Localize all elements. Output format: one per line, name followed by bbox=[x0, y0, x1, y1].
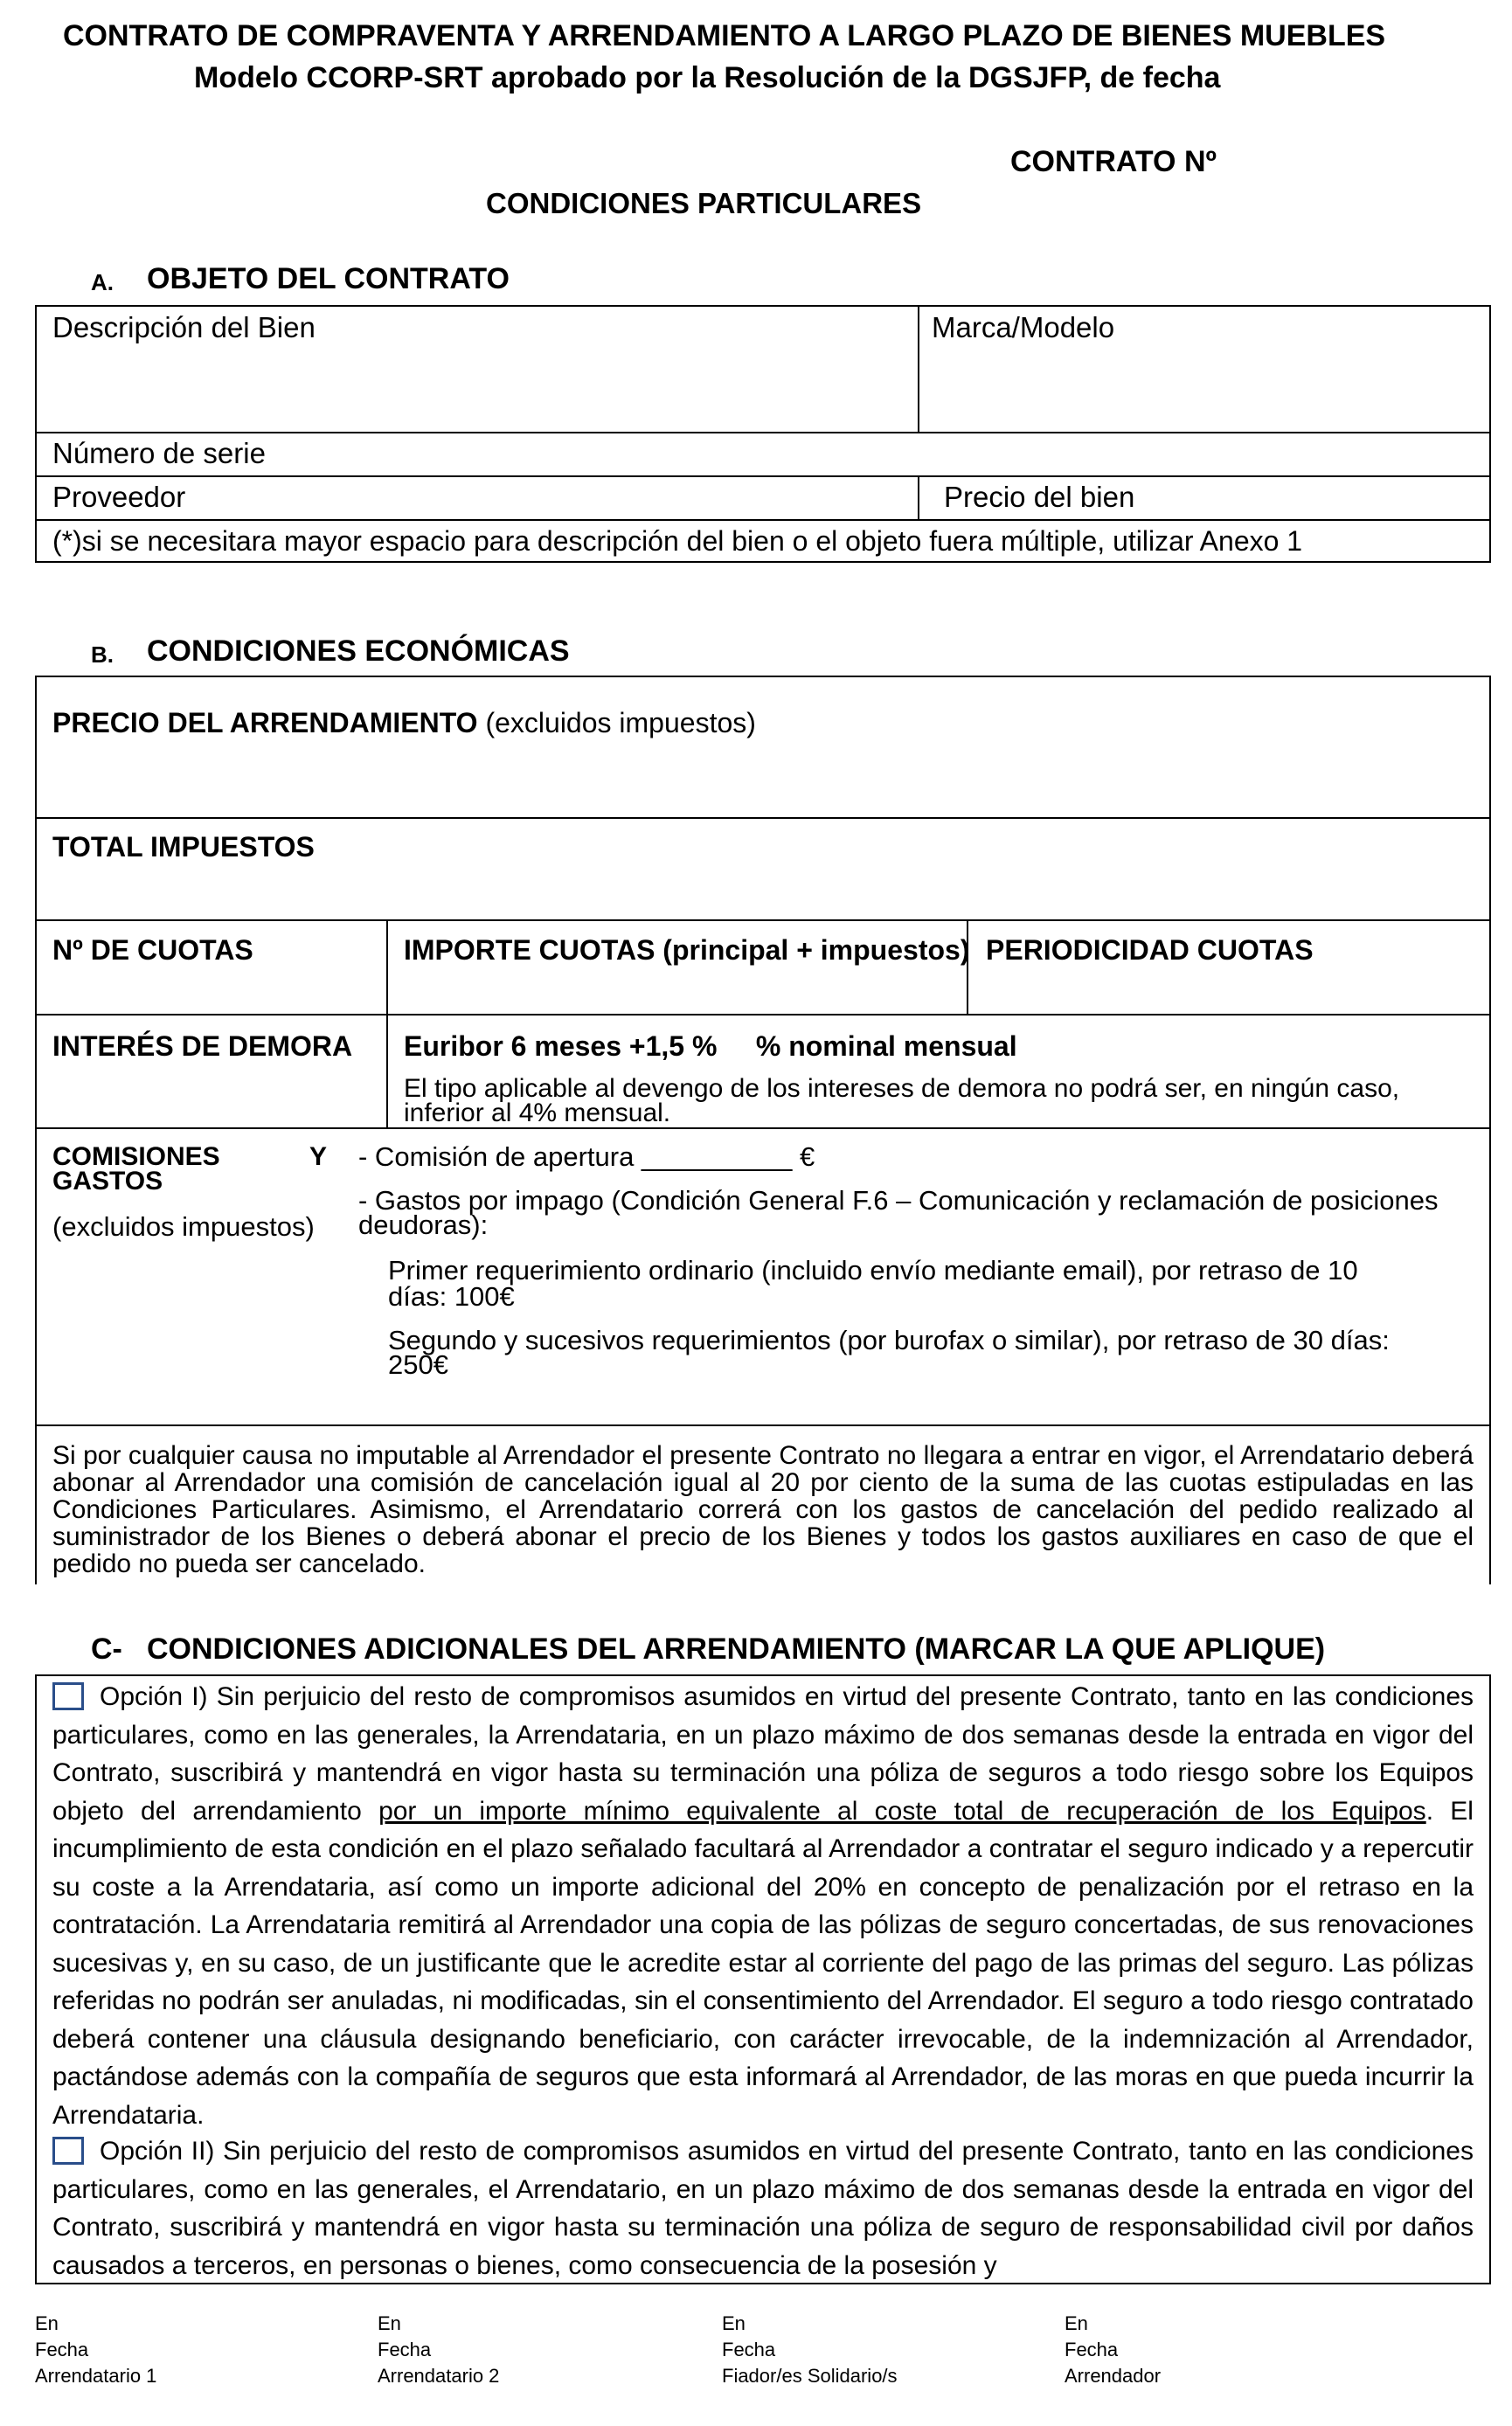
option-2-checkbox[interactable] bbox=[52, 2137, 84, 2165]
signature-arrendatario-1: En Fecha Arrendatario 1 bbox=[35, 2312, 157, 2387]
late-interest-note-2: inferior al 4% mensual. bbox=[404, 1099, 671, 1127]
option-2-paragraph: Opción II) Sin perjuicio del resto de compromisos asumidos en virtud del presente Contrato, tanto en las condiciones particulares, como en las generales, el Arrendatario, en un plazo máximo de dos semanas desde la entrada en vigor del Contrato, suscribirá y mantendrá en vigor hasta su terminación una póliza de seguro de responsabilidad civil por daños causados a terceros, en personas o bienes, como consecuencia de la posesión y bbox=[52, 2137, 1474, 2280]
late-interest-note-1: El tipo aplicable al devengo de los intereses de demora no podrá ser, en ningún caso, bbox=[404, 1074, 1400, 1103]
lease-price-label: PRECIO DEL ARRENDAMIENTO (excluidos impuestos) bbox=[52, 707, 756, 738]
quotas-number-label: Nº DE CUOTAS bbox=[52, 934, 253, 966]
opening-fee: - Comisión de apertura __________ € bbox=[358, 1141, 815, 1172]
section-b-title: CONDICIONES ECONÓMICAS bbox=[147, 634, 570, 668]
signature-fiador: En Fecha Fiador/es Solidario/s bbox=[722, 2312, 898, 2387]
contract-number-label: CONTRATO Nº bbox=[1010, 145, 1217, 178]
section-c-title: CONDICIONES ADICIONALES DEL ARRENDAMIENTO (MARCAR LA QUE APLIQUE) bbox=[147, 1632, 1326, 1666]
annex-note: (*)si se necesitara mayor espacio para descripción del bien o el objeto fuera múltiple, utilizar Anexo 1 bbox=[52, 525, 1303, 557]
signature-arrendatario-2: En Fecha Arrendatario 2 bbox=[378, 2312, 500, 2387]
cancellation-clause: Si por cualquier causa no imputable al Arrendador el presente Contrato no llegara a entrar en vigor, el Arrendatario deberá abonar al Arrendador una comisión de cancelación igual al 20 por ciento de la suma de las cuotas estipuladas en las Condiciones Particulares. Asimismo, el Arrendatario correrá con los gastos de cancelación del pedido realizado al suministrador de los Bienes o deberá abonar el precio de los Bienes y todos los gastos auxiliares en caso de que el pedido no pueda ser cancelado. bbox=[52, 1441, 1474, 1578]
quota-periodicity-label: PERIODICIDAD CUOTAS bbox=[986, 934, 1314, 966]
description-label: Descripción del Bien bbox=[52, 311, 316, 343]
default-fee-2: deudoras): bbox=[358, 1210, 489, 1240]
section-a-title: OBJETO DEL CONTRATO bbox=[147, 262, 510, 295]
fees-label: COMISIONES bbox=[52, 1142, 220, 1171]
doc-title-1: CONTRATO DE COMPRAVENTA Y ARRENDAMIENTO A LARGO PLAZO DE BIENES MUEBLES bbox=[63, 19, 1386, 52]
second-requirement-fee-1: Segundo y sucesivos requerimientos (por burofax o similar), por retraso de 30 días: bbox=[388, 1325, 1390, 1355]
late-interest-value: Euribor 6 meses +1,5 % % nominal mensual bbox=[404, 1030, 1017, 1062]
option-1-checkbox[interactable] bbox=[52, 1682, 84, 1710]
supplier-label: Proveedor bbox=[52, 481, 186, 513]
particular-conditions-heading: CONDICIONES PARTICULARES bbox=[486, 187, 922, 219]
doc-title-2: Modelo CCORP-SRT aprobado por la Resolución de la DGSJFP, de fecha bbox=[194, 61, 1221, 94]
fees-label-gastos: GASTOS bbox=[52, 1167, 163, 1196]
fees-label-excl: (excluidos impuestos) bbox=[52, 1211, 315, 1242]
option-1-paragraph: Opción I) Sin perjuicio del resto de compromisos asumidos en virtud del presente Contrato, tanto en las condiciones particulares, como en las generales, la Arrendataria, en un plazo máximo de dos semanas desde la entrada en vigor del Contrato, suscribirá y mantendrá en vigor hasta su terminación una póliza de seguros a todo riesgo sobre los Equipos objeto del arrendamiento por un importe mínimo equivalente al coste total de recuperación de los Equipos. El incumplimiento de esta condición en el plazo señalado facultará al Arrendador a contratar el seguro indicado y a repercutir su coste a la Arrendataria, así como un importe adicional del 20% en concepto de penalización por el retraso en la contratación. La Arrendataria remitirá al Arrendador una copia de las pólizas de seguro concertadas, de sus renovaciones sucesivas y, en su caso, de un justificante que le acredite estar al corriente del pago de las primas del seguro. Las pólizas referidas no podrán ser anuladas, ni modificadas, sin el consentimiento del Arrendador. El seguro a todo riesgo contratado deberá contener una cláusula designando beneficiario, con carácter irrevocable, de la indemnización al Arrendador, pactándose además con la compañía de seguros que esta informará al Arrendador, de las moras en que pueda incurrir la Arrendataria. bbox=[52, 1682, 1474, 2130]
section-a-letter: A. bbox=[91, 269, 114, 295]
late-interest-label: INTERÉS DE DEMORA bbox=[52, 1030, 353, 1062]
section-b-letter: B. bbox=[91, 641, 114, 668]
default-fee-1: - Gastos por impago (Condición General F.6 – Comunicación y reclamación de posiciones bbox=[358, 1185, 1439, 1216]
section-c-letter: C- bbox=[91, 1632, 122, 1666]
fees-label-y: Y bbox=[309, 1142, 328, 1171]
goods-price-label: Precio del bien bbox=[944, 481, 1135, 513]
brand-model-label: Marca/Modelo bbox=[932, 311, 1115, 343]
serial-number-label: Número de serie bbox=[52, 437, 266, 469]
total-taxes-label: TOTAL IMPUESTOS bbox=[52, 831, 315, 863]
signature-arrendador: En Fecha Arrendador bbox=[1065, 2312, 1162, 2387]
first-requirement-fee-1: Primer requerimiento ordinario (incluido envío mediante email), por retraso de 10 bbox=[388, 1255, 1358, 1286]
second-requirement-fee-2: 250€ bbox=[388, 1349, 448, 1380]
quota-amount-label: IMPORTE CUOTAS (principal + impuestos) bbox=[404, 934, 970, 966]
first-requirement-fee-2: días: 100€ bbox=[388, 1281, 515, 1312]
